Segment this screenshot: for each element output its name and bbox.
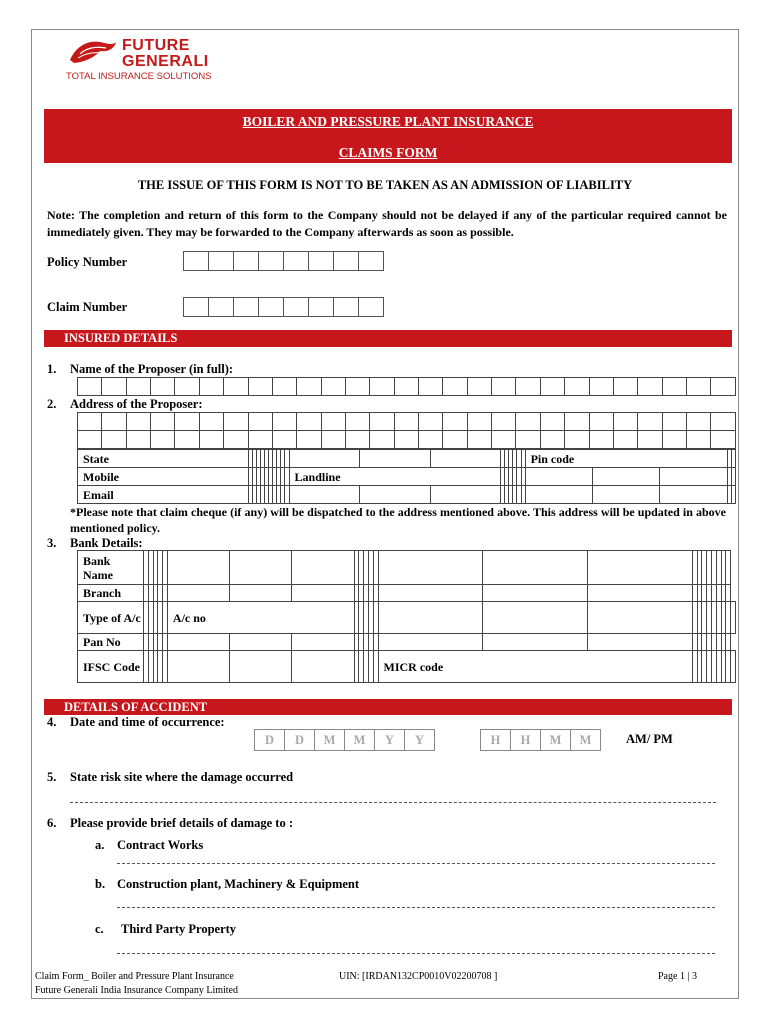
form-title: BOILER AND PRESSURE PLANT INSURANCE [242, 114, 534, 129]
footer-uin: UIN: [IRDAN132CP0010V02200708 ] [339, 971, 498, 982]
logo-word-future: FUTURE [122, 37, 190, 54]
future-generali-logo [66, 34, 212, 82]
insured-details-header: INSURED DETAILS [44, 330, 732, 347]
machinery-line[interactable] [117, 907, 715, 908]
q6b-label: Construction plant, Machinery & Equipment [117, 877, 360, 891]
date-boxes[interactable] [255, 729, 435, 751]
branch-label: Branch [78, 585, 144, 602]
mobile-label: Mobile [78, 468, 249, 486]
footer-form-name: Claim Form_ Boiler and Pressure Plant Insurance [35, 971, 234, 982]
pincode-label: Pin code [525, 450, 727, 468]
ifsc-label: IFSC Code [78, 651, 144, 683]
proposer-name-grid[interactable] [77, 377, 736, 396]
risk-site-line[interactable] [70, 802, 716, 803]
date-cell[interactable]: M [344, 729, 375, 751]
completion-note: Note: The completion and return of this form to the Company should not be delayed if any of the particular required cannot be immediately given. They may be forwarded to the Company afterwards as soon as possible. [47, 208, 727, 239]
accident-details-header: DETAILS OF ACCIDENT [44, 699, 732, 715]
q1-label: Name of the Proposer (in full): [70, 362, 234, 376]
date-cell[interactable]: D [254, 729, 285, 751]
footer-company: Future Generali India Insurance Company Limited [35, 985, 238, 996]
q5-label: State risk site where the damage occurred [70, 770, 294, 784]
q2-label: Address of the Proposer: [70, 397, 203, 411]
logo-tagline: TOTAL INSURANCE SOLUTIONS [66, 71, 212, 82]
time-cell[interactable]: H [510, 729, 541, 751]
bank-details-grid[interactable] [77, 550, 736, 683]
form-title-banner [44, 109, 732, 163]
account-number-label: A/c no [167, 602, 354, 634]
logo-word-generali: GENERALI [122, 53, 209, 70]
time-cell[interactable]: M [570, 729, 601, 751]
q6a-label: Contract Works [117, 838, 204, 852]
q6-label: Please provide brief details of damage to : [70, 816, 293, 830]
am-pm-label: AM/ PM [626, 732, 673, 746]
q4-label: Date and time of occurrence: [70, 715, 225, 729]
contact-grid[interactable] [77, 449, 736, 504]
time-boxes[interactable] [481, 729, 601, 751]
pan-label: Pan No [78, 634, 144, 651]
date-cell[interactable]: D [284, 729, 315, 751]
state-label: State [78, 450, 249, 468]
address-grid[interactable] [77, 412, 736, 449]
q6b-letter: b. [95, 877, 106, 891]
q2-number: 2. [47, 397, 57, 411]
q1-number: 1. [47, 362, 57, 376]
email-label: Email [78, 486, 249, 504]
q6c-label: Third Party Property [121, 922, 237, 936]
q6a-letter: a. [95, 838, 105, 852]
landline-label: Landline [289, 468, 501, 486]
bank-name-label: Bank Name [78, 551, 144, 585]
date-cell[interactable]: Y [374, 729, 405, 751]
micr-label: MICR code [378, 651, 692, 683]
q5-number: 5. [47, 770, 57, 784]
q6-number: 6. [47, 816, 57, 830]
third-party-line[interactable] [117, 953, 715, 954]
date-cell[interactable]: Y [404, 729, 435, 751]
address-note: *Please note that claim cheque (if any) will be dispatched to the address mentioned above. This address will be updated in above mentioned policy. [70, 505, 726, 535]
claim-number-label: Claim Number [47, 300, 128, 314]
footer-page-number: Page 1 | 3 [658, 971, 697, 982]
account-type-label: Type of A/c [78, 602, 144, 634]
form-subtitle: CLAIMS FORM [338, 145, 438, 160]
time-cell[interactable]: H [480, 729, 511, 751]
q6c-letter: c. [95, 922, 104, 936]
liability-disclaimer: THE ISSUE OF THIS FORM IS NOT TO BE TAKEN AS AN ADMISSION OF LIABILITY [137, 178, 633, 192]
q4-number: 4. [47, 715, 57, 729]
policy-number-boxes[interactable] [184, 251, 384, 271]
policy-number-label: Policy Number [47, 255, 128, 269]
contract-works-line[interactable] [117, 863, 715, 864]
date-cell[interactable]: M [314, 729, 345, 751]
q3-number: 3. [47, 536, 57, 550]
claim-number-boxes[interactable] [184, 297, 384, 317]
time-cell[interactable]: M [540, 729, 571, 751]
q3-label: Bank Details: [70, 536, 143, 550]
lion-emblem-icon [66, 36, 118, 66]
